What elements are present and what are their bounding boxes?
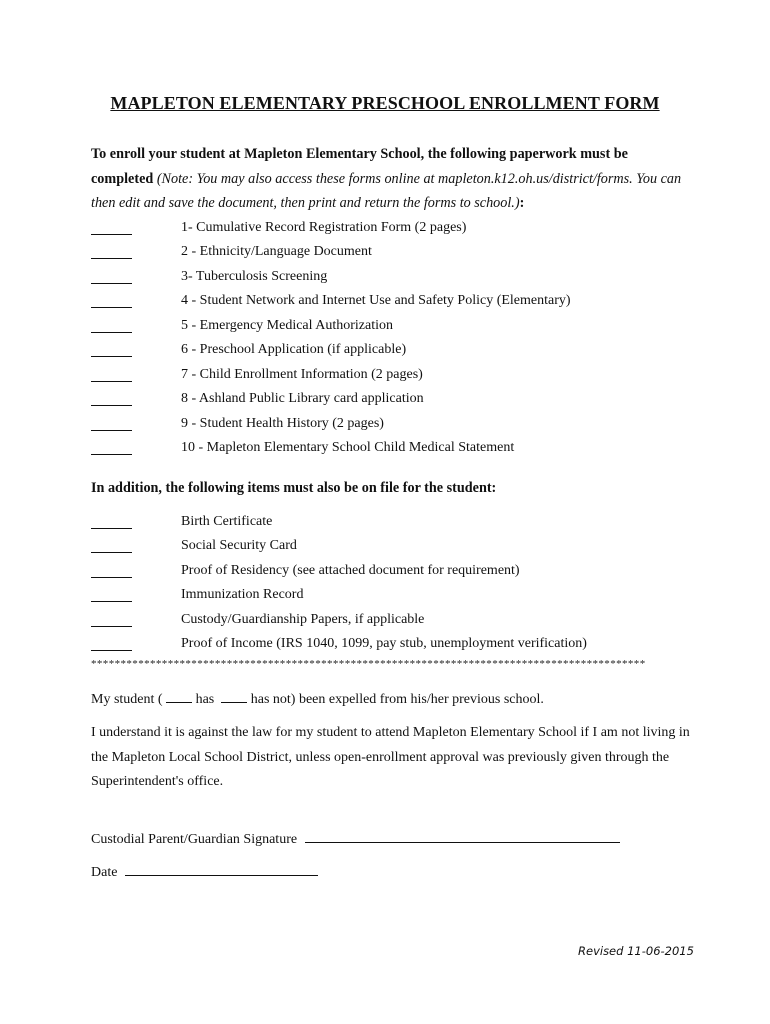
expulsion-has-label: has <box>195 692 215 707</box>
additional-item-label: Birth Certificate <box>181 514 273 529</box>
expulsion-text-end: has not) been expelled from his/her previous school. <box>250 692 544 707</box>
check-blank[interactable] <box>91 393 132 406</box>
check-blank[interactable] <box>91 638 132 651</box>
additional-item-label: Social Security Card <box>181 538 297 553</box>
signature-label: Custodial Parent/Guardian Signature <box>91 832 298 847</box>
law-statement: I understand it is against the law for my student to attend Mapleton Elementary School if I am not living in the Mapleton Local School District, unless open-enrollment approval was previously given through the Superintendent's office. <box>91 725 690 789</box>
check-blank[interactable] <box>91 295 132 308</box>
additional-item-label: Proof of Income (IRS 1040, 1099, pay stub, unemployment verification) <box>181 636 587 651</box>
asterisk-separator: ********************************************************************************************** <box>91 658 646 670</box>
check-blank[interactable] <box>91 540 132 553</box>
additional-item-label: Proof of Residency (see attached document for requirement) <box>181 563 520 578</box>
form-title: MAPLETON ELEMENTARY PRESCHOOL ENROLLMENT FORM <box>110 93 660 113</box>
checklist-item-label: 9 - Student Health History (2 pages) <box>181 416 384 431</box>
intro-paragraph <box>91 142 691 216</box>
expulsion-text-start: My student ( <box>91 692 163 707</box>
date-line <box>91 863 318 881</box>
signature-field[interactable] <box>305 830 620 843</box>
additional-item-label: Immunization Record <box>181 587 304 602</box>
revised-date: Revised 11-06-2015 <box>578 944 694 958</box>
intro-note-text: (Note: You may also access these forms online at mapleton.k12.oh.us/district/forms. You can then edit and save the document, then print and return the forms to school.) <box>91 170 682 211</box>
has-blank[interactable] <box>166 690 192 703</box>
check-blank[interactable] <box>91 565 132 578</box>
checklist-item-label: 1- Cumulative Record Registration Form (2 pages) <box>181 220 467 235</box>
check-blank[interactable] <box>91 516 132 529</box>
check-blank[interactable] <box>91 344 132 357</box>
intro-bold-text: To enroll your student at Mapleton Elementary School, the following paperwork must be completed <box>91 146 628 187</box>
additional-item-label: Custody/Guardianship Papers, if applicable <box>181 612 425 627</box>
additional-items-heading: In addition, the following items must also be on file for the student: <box>91 480 497 496</box>
checklist-item-label: 10 - Mapleton Elementary School Child Medical Statement <box>181 440 515 455</box>
checklist-item-label: 3- Tuberculosis Screening <box>181 269 328 284</box>
checklist-item-label: 6 - Preschool Application (if applicable) <box>181 342 407 357</box>
date-field[interactable] <box>125 863 318 876</box>
check-blank[interactable] <box>91 246 132 259</box>
check-blank[interactable] <box>91 320 132 333</box>
checklist-item-label: 4 - Student Network and Internet Use and Safety Policy (Elementary) <box>181 293 571 308</box>
checklist-item-label: 2 - Ethnicity/Language Document <box>181 244 372 259</box>
intro-colon: : <box>519 195 525 211</box>
date-label: Date <box>91 865 118 880</box>
check-blank[interactable] <box>91 271 132 284</box>
check-blank[interactable] <box>91 222 132 235</box>
checklist-item-label: 7 - Child Enrollment Information (2 pages) <box>181 367 423 382</box>
expulsion-statement <box>91 688 691 713</box>
check-blank[interactable] <box>91 589 132 602</box>
checklist-item-label: 5 - Emergency Medical Authorization <box>181 318 394 333</box>
checklist-item-label: 8 - Ashland Public Library card application <box>181 391 424 406</box>
check-blank[interactable] <box>91 614 132 627</box>
check-blank[interactable] <box>91 369 132 382</box>
check-blank[interactable] <box>91 442 132 455</box>
signature-line <box>91 830 620 848</box>
has-not-blank[interactable] <box>221 690 247 703</box>
check-blank[interactable] <box>91 418 132 431</box>
